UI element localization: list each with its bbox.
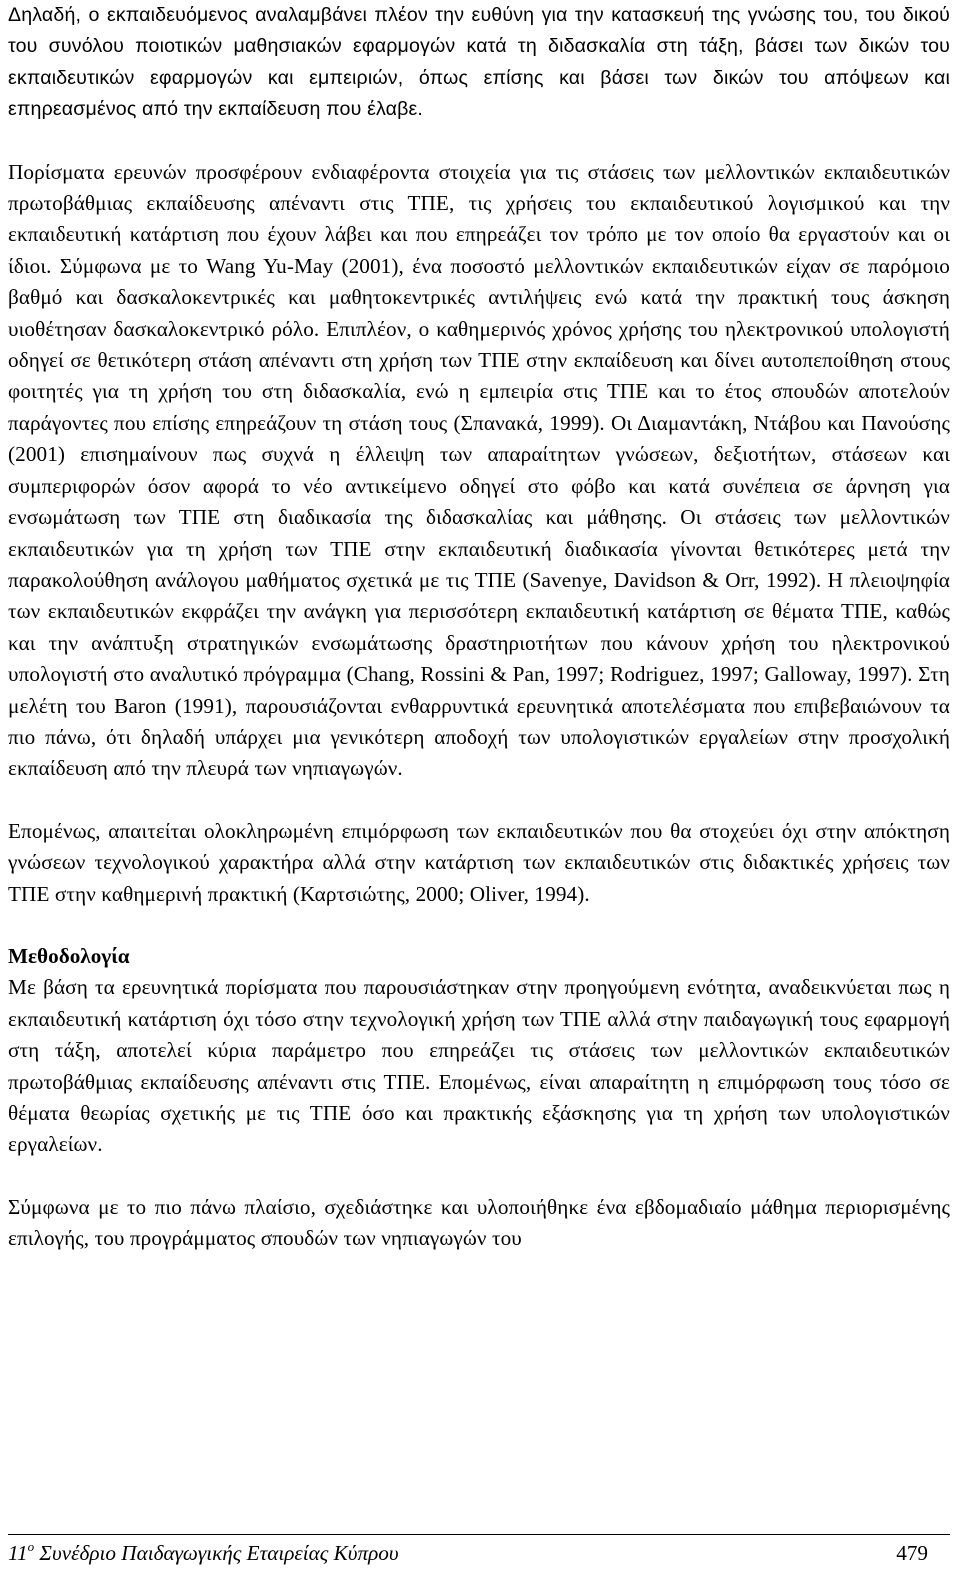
footer-ordinal: 11 [8,1541,28,1565]
footer-ordinal-suffix: ο [27,1538,35,1554]
footer-conference-title [8,1537,399,1569]
footer-divider [8,1534,950,1535]
page-footer [8,1537,950,1569]
paragraph-conclusion: Επομένως, απαιτείται ολοκληρωμένη επιμόρφωση των εκπαιδευτικών που θα στοχεύει όχι στην απόκτηση γνώσεων τεχνολογικού χαρακτήρα αλλά στην κατάρτιση των εκπαιδευτικών στις διδακτικές χρήσεις των ΤΠΕ στην καθημερινή πρακτική (Καρτσιώτης, 2000; Oliver, 1994). [8,818,950,906]
paragraph-research-findings: Πορίσματα ερευνών προσφέρουν ενδιαφέροντα στοιχεία για τις στάσεις των μελλοντικών εκπαιδευτικών πρωτοβάθμιας εκπαίδευσης απέναντι στις ΤΠΕ, τις χρήσεις του εκπαιδευτικού λογισμικού και την εκπαιδευτική κατάρτιση που έχουν λάβει και που επηρεάζει τον τρόπο με τον οποίο θα εργαστούν και οι ίδιοι. Σύμφωνα με το Wang Yu-May (2001), ένα ποσοστό μελλοντικών εκπαιδευτικών είχαν σε παρόμοιο βαθμό και δασκαλοκεντρικές και μαθητοκεντρικές αντιλήψεις ενώ κατά την πρακτική τους άσκηση υιοθέτησαν δασκαλοκεντρικό ρόλο. Επιπλέον, ο καθημερινός χρόνος χρήσης του ηλεκτρονικού υπολογιστή οδηγεί σε θετικότερη στάση απέναντι στη χρήση των ΤΠΕ στην εκπαίδευση και δίνει αυτοπεποίθηση στους φοιτητές για τη χρήση του στη διδασκαλία, ενώ η εμπειρία στις ΤΠΕ και το έτος σπουδών αποτελούν παράγοντες που επίσης επηρεάζουν τη στάση τους (Σπανακά, 1999). Οι Διαμαντάκη, Ντάβου και Πανούσης (2001) επισημαίνουν πως συχνά η έλλειψη των απαραίτητων γνώσεων, δεξιοτήτων, στάσεων και συμπεριφορών όσον αφορά το νέο αντικείμενο οδηγεί στο φόβο και κατά συνέπεια σε άρνηση για ενσωμάτωση των ΤΠΕ στη διαδικασία της διδασκαλίας και μάθησης. Οι στάσεις των μελλοντικών εκπαιδευτικών για τη χρήση των ΤΠΕ στην εκπαιδευτική διαδικασία γίνονται θετικότερες μετά την παρακολούθηση ανάλογου μαθήματος σχετικά με τις ΤΠΕ (Savenye, Davidson & Orr, 1992). Η πλειοψηφία των εκπαιδευτικών εκφράζει την ανάγκη για περισσότερη εκπαιδευτική κατάρτιση σε θέματα ΤΠΕ, καθώς και την ανάπτυξη στρατηγικών ενσωμάτωσης δραστηριοτήτων που κάνουν χρήση του ηλεκτρονικού υπολογιστή στο αναλυτικό πρόγραμμα (Chang, Rossini & Pan, 1997; Rodriguez, 1997; Galloway, 1997). Στη μελέτη του Baron (1991), παρουσιάζονται ενθαρρυντικά ερευνητικά αποτελέσματα που επιβεβαιώνουν τα πιο πάνω, ότι δηλαδή υπάρχει μια γενικότερη αποδοχή των υπολογιστικών εργαλείων στην προσχολική εκπαίδευση από την πλευρά των νηπιαγωγών. [8,159,950,781]
paragraph-methodology: Με βάση τα ερευνητικά πορίσματα που παρουσιάστηκαν στην προηγούμενη ενότητα, αναδεικνύεται πως η εκπαιδευτική κατάρτιση όχι τόσο στην τεχνολογική χρήση των ΤΠΕ αλλά στην παιδαγωγική τους εφαρμογή στη τάξη, αποτελεί κύρια παράμετρο που επηρεάζει τις στάσεις των μελλοντικών εκπαιδευτικών πρωτοβάθμιας εκπαίδευσης απέναντι στις ΤΠΕ. Επομένως, είναι απαραίτητη η επιμόρφωση τους τόσο σε θέματα θεωρίας σχετικής με τις ΤΠΕ όσο και πρακτικής εξάσκησης για τη χρήση των υπολογιστικών εργαλείων. [8,975,950,1157]
page-number: 479 [896,1541,928,1565]
footer-conference-name: Συνέδριο Παιδαγωγικής Εταιρείας Κύπρου [39,1541,399,1565]
paragraph-spacer [8,1161,950,1192]
page-body [8,0,950,1255]
paragraph-spacer [8,785,950,816]
paragraph-spacer [8,910,950,941]
paragraph-course-design: Σύμφωνα με το πιο πάνω πλαίσιο, σχεδιάστηκε και υλοποιήθηκε ένα εβδομαδιαίο μάθημα περιορισμένης επιλογής, του προγράμματος σπουδών των νηπιαγωγών του [8,1194,950,1251]
paragraph-spacer [8,126,950,157]
section-heading-methodology: Μεθοδολογία [8,943,130,968]
paragraph-intro-continuation: Δηλαδή, ο εκπαιδευόμενος αναλαμβάνει πλέον την ευθύνη για την κατασκευή της γνώσης του, του δικού του συνόλου ποιοτικών μαθησιακών εφαρμογών κατά τη διδασκαλία στη τάξη, βάσει των δικών του εκπαιδευτικών εφαρμογών και εμπειριών, όπως επίσης και βάσει των δικών του απόψεων και επηρεασμένος από την εκπαίδευση που έλαβε. [8,4,950,121]
